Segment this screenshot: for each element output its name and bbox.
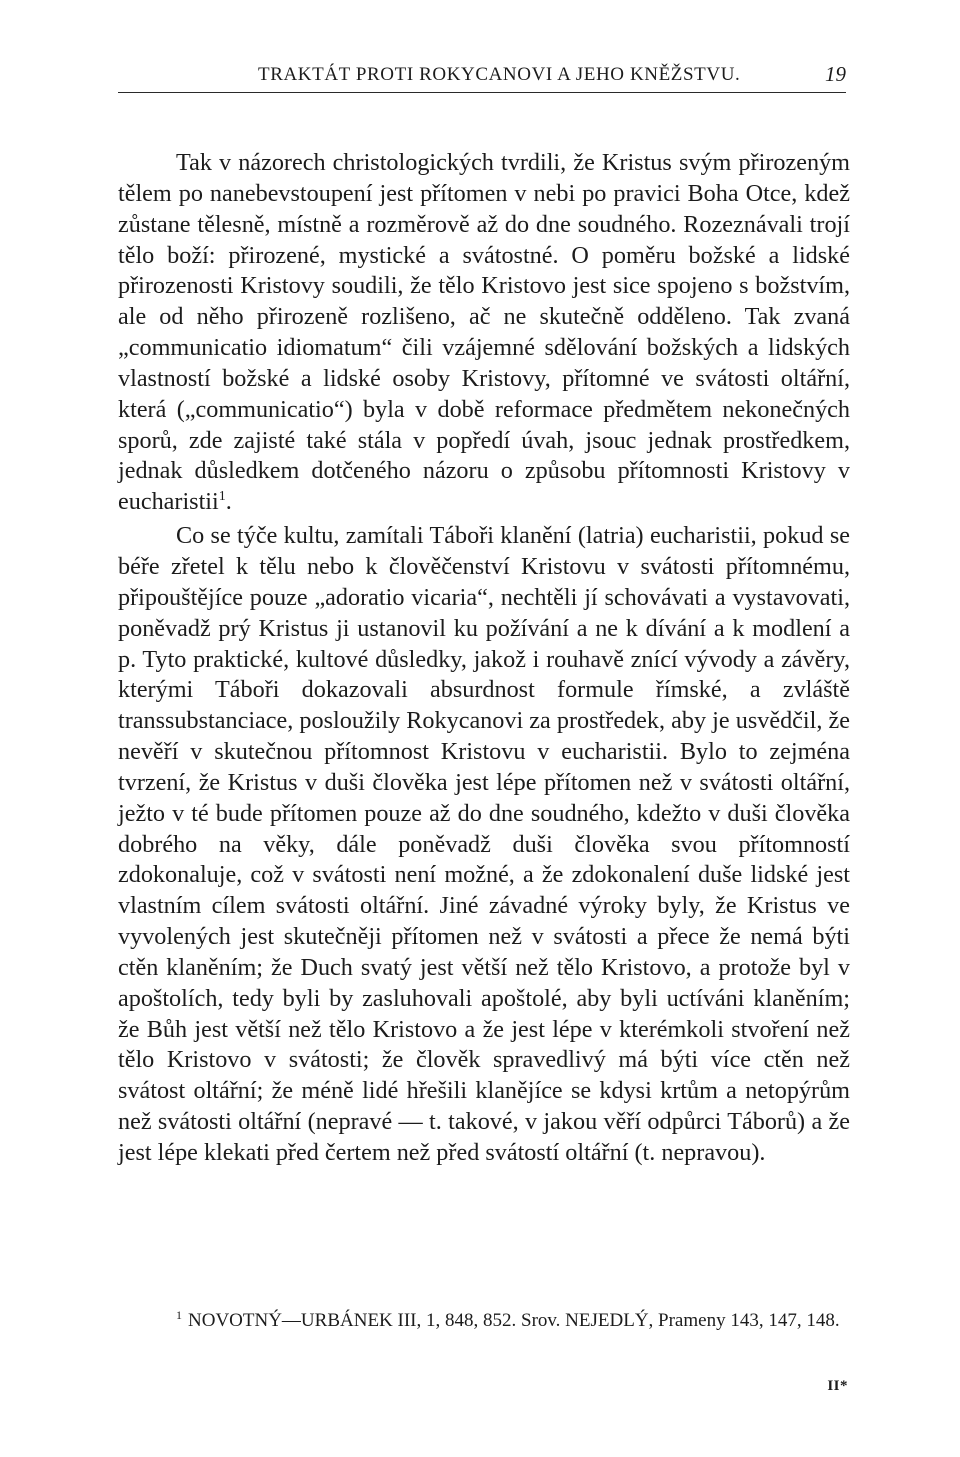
running-header bbox=[118, 60, 846, 93]
paragraph-1-end: . bbox=[225, 488, 232, 516]
paragraph-1-text: Tak v názorech christologických tvrdili, že Kristus svým přirozeným tělem po nanebevstoupení jest přítomen v nebi po pravici Boha Otce, kdež zůstane tělesně, místně a rozměrově až do dne soudného. Rozeznávali trojí tělo boží: přirozené, mystické a svátostné. O poměru božské a lidské přirozenosti Kristovy soudili, že tělo Kristovo jest sice spojeno s božstvím, ale od něho přirozeně rozlišeno, ač ne skutečně odděleno. Tak zvaná „communicatio idiomatum“ čili vzájemné sdělování božských a lidských vlastností božské a lidské osoby Kristovy, přítomné ve svátosti oltářní, která („communicatio“) byla v době reformace předmětem nekonečných sporů, zde zajisté také stála v popředí úvah, jsouc jednak prostředkem, jednak důsledkem dotčeného názoru o způsobu přítomnosti Kristovy v eucharistii bbox=[118, 149, 850, 516]
footnotes bbox=[118, 1306, 850, 1336]
footnote-mark: 1 bbox=[176, 1307, 182, 1322]
page-number: 19 bbox=[825, 62, 846, 86]
footnote-reference: 1 bbox=[218, 489, 226, 505]
footnote-text: NOVOTNÝ—URBÁNEK III, 1, 848, 852. Srov. NEJEDLÝ, Prameny 143, 147, 148. bbox=[188, 1310, 840, 1331]
paragraph-2-text: Co se týče kultu, zamítali Táboři klanění (latria) eucharistii, pokud se béře zřetel k tělu nebo k člověčenství Kristovu v svátosti přítomnému, připouštějíce pouze „adoratio vicaria“, nechtěli jí schovávati a vystavovati, poněvadž prý Kristus ji ustanovil ku požívání a ne k dívání a k modlení a p. Tyto praktické, kultové důsledky, jakož i rouhavě znící vývody a závěry, kterými Táboři dokazovali absurdnost formule římské, a zvláště transsubstanciace, posloužily Rokycanovi za prostředek, aby je usvědčil, že nevěří v skutečnou přítomnost Kristovu v eucharistii. Bylo to zejména tvrzení, že Kristus v duši člověka jest lépe přítomen než v svátosti oltářní, ježto v té bude přítomen pouze až do dne soudného, kdežto v duši člověka dobrého na věky, dále poněvadž duši člověka svou přítomností zdokonaluje, což v svátosti není možné, a že zdokonalení duše lidské jest vlastním cílem svátosti oltářní. Jiné závadné výroky byly, že Kristus ve vyvolených jest skutečněji přítomen než v svátosti a přece že nemá býti ctěn klaněním; že Duch svatý jest větší než tělo Kristovo, a protože byl v apoštolích, tedy byli by zasluhovali apoštolé, aby byli uctíváni klaněním; že Bůh jest větší než tělo Kristovo a že jest lépe v kterémkoli stvoření než tělo Kristovo v svátosti; že člověk spravedlivý má býti více ctěn než svátost oltářní; že méně lidé hřešili klanějíce se kdysi krtům a netopýrům než svátosti oltářní (nepravé — t. takové, v jakou věří odpůrci Táborů) a že jest lépe klekati před čertem než před svátostí oltářní (t. nepravou). bbox=[118, 522, 850, 1166]
footnote bbox=[118, 1306, 850, 1336]
paragraph bbox=[118, 521, 850, 1169]
running-title: TRAKTÁT PROTI ROKYCANOVI A JEHO KNĚŽSTVU. bbox=[258, 64, 741, 85]
main-text bbox=[118, 148, 850, 1169]
paragraph bbox=[118, 148, 850, 518]
printer-signature-mark: II* bbox=[827, 1378, 848, 1394]
